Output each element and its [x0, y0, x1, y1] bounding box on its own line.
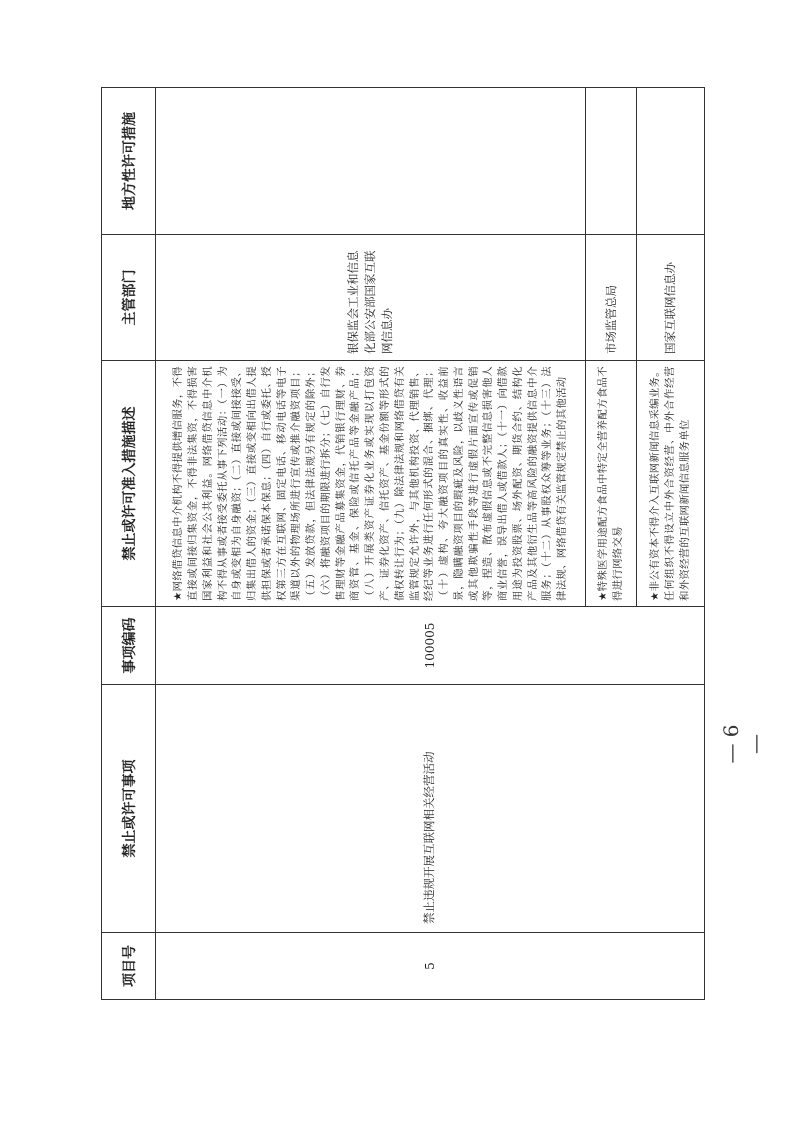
header-department: 主管部门	[102, 235, 156, 361]
description-cell	[637, 361, 705, 607]
description-cell	[586, 361, 637, 607]
local-measures-cell	[637, 88, 705, 235]
description-text: 特殊医学用途配方食品中特定全营养配方食品不得进行网络交易	[597, 366, 625, 601]
item-cell: 禁止违规开展互联网相关经营活动	[156, 685, 705, 933]
department-cell: 市场监管总局	[586, 235, 637, 361]
project-no-cell: 5	[156, 933, 705, 1000]
header-local-measures: 地方性许可措施	[102, 88, 156, 235]
star-icon: ★	[172, 591, 185, 601]
table-row	[156, 88, 586, 1000]
star-icon: ★	[649, 591, 662, 601]
header-description: 禁止或许可准入措施描述	[102, 361, 156, 607]
code-cell: 100005	[156, 607, 705, 685]
description-text: 网络借贷信息中介机构不得提供增信服务，不得直接或间接归集资金，不得非法集资，不得损害国家利益和社会公共利益。网络借贷信息中介机构不得从事或者接受委托从事下列活动：（一）为自身或变相为自身融资；（二）直接或间接接受、归集出借人的资金；（三）直接或变相向出借人提供担保或者承诺保本保息；（四）自行或委托、授权第三方在互联网、固定电话、移动电话等电子渠道以外的物理场所进行宣传或推介融资项目；（五）发放贷款，但法律法规另有规定的除外；（六）将融资项目的期限进行拆分；（七）自行发售理财等金融产品募集资金，代销银行理财、券商资管、基金、保险或信托产品等金融产品；（八）开展类资产证券化业务或实现以打包资产、证券化资产、信托资产、基金份额等形式的债权转让行为；（九）除法律法规和网络借贷有关监管规定允许外，与其他机构投资、代理销售、经纪等业务进行任何形式的混合、捆绑、代理；（十）虚构、夸大融资项目的真实性、收益前景，隐瞒融资项目的瑕疵及风险，以歧义性语言或其他欺骗性手段等进行虚假片面宣传或促销等，捏造、散布虚假信息或不完整信息损害他人商业信誉，误导出借人或借款人；（十一）向借款用途为投资股票、场外配资、期货合约、结构化产品及其他衍生品等高风险的融资提供信息中介服务；（十二）从事股权众筹等业务；（十三）法律法规、网络借贷有关监管规定禁止的其他活动	[172, 366, 569, 601]
department-cell: 国家互联网信息办	[637, 235, 705, 361]
description-cell	[156, 361, 586, 607]
local-measures-cell	[586, 88, 637, 235]
measures-table	[101, 87, 705, 1000]
star-icon: ★	[597, 591, 610, 601]
page-number: — 6 —	[719, 724, 767, 764]
table-header-row	[102, 88, 156, 1000]
header-project-no: 项目号	[102, 933, 156, 1000]
rotated-page	[101, 88, 705, 1000]
description-text: 非公有资本不得介入互联网新闻信息采编业务。任何组织不得设立中外合资经营、中外合作经营和外资经营的互联网新闻信息服务单位	[649, 366, 691, 601]
header-item: 禁止或许可事项	[102, 685, 156, 933]
department-cell: 银保监会工业和信息化部公安部国家互联网信息办	[156, 235, 586, 361]
local-measures-cell	[156, 88, 586, 235]
header-code: 事项编码	[102, 607, 156, 685]
